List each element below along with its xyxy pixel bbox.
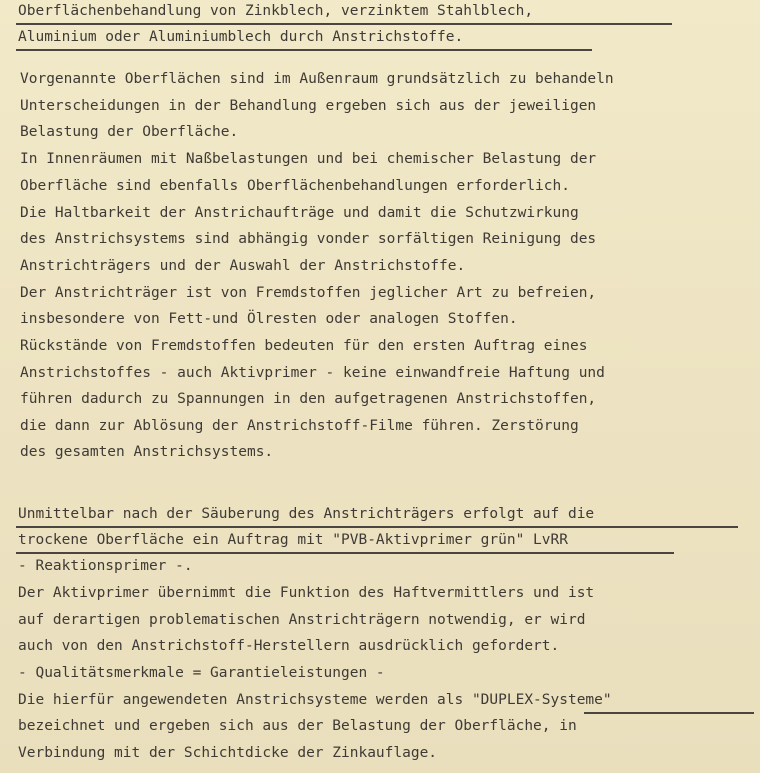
title-underline-1 <box>16 23 672 25</box>
paragraph1-line: Oberfläche sind ebenfalls Oberflächenbehandlungen erforderlich. <box>20 178 570 194</box>
paragraph2-line: bezeichnet und ergeben sich aus der Belastung der Oberfläche, in <box>18 718 577 734</box>
paragraph1-line: Belastung der Oberfläche. <box>20 124 239 140</box>
paragraph1-line: die dann zur Ablösung der Anstrichstoff-Filme führen. Zerstörung <box>20 418 579 434</box>
paragraph2-line: Unmittelbar nach der Säuberung des Anstrichträgers erfolgt auf die <box>18 506 595 522</box>
title-line-1: Oberflächenbehandlung von Zinkblech, verzinktem Stahlblech, <box>18 3 534 19</box>
paragraph2-underline-2 <box>16 552 674 554</box>
title-underline-2 <box>16 49 592 51</box>
paragraph2-line: - Qualitätsmerkmale = Garantieleistungen - <box>18 665 385 681</box>
paragraph1-line: insbesondere von Fett-und Ölresten oder analogen Stoffen. <box>20 311 518 327</box>
paragraph2-line: trockene Oberfläche ein Auftrag mit "PVB-Aktivprimer grün" LvRR <box>18 532 568 548</box>
paragraph2-underline-1 <box>16 526 738 528</box>
title-line-2: Aluminium oder Aluminiumblech durch Anstrichstoffe. <box>18 29 464 45</box>
paragraph2-line: Der Aktivprimer übernimmt die Funktion des Haftvermittlers und ist <box>18 585 595 601</box>
paragraph1-line: Rückstände von Fremdstoffen bedeuten für den ersten Auftrag eines <box>20 338 588 354</box>
paragraph2-line: Verbindung mit der Schichtdicke der Zinkauflage. <box>18 745 438 761</box>
paragraph1-line: führen dadurch zu Spannungen in den aufgetragenen Anstrichstoffen, <box>20 391 597 407</box>
paragraph1-line: des gesamten Anstrichsystems. <box>20 444 274 460</box>
paragraph1-line: des Anstrichsystems sind abhängig vonder sorfältigen Reinigung des <box>20 231 597 247</box>
duplex-underline <box>584 712 754 714</box>
paragraph1-line: Der Anstrichträger ist von Fremdstoffen jeglicher Art zu befreien, <box>20 285 597 301</box>
paragraph1-line: Unterscheidungen in der Behandlung ergeben sich aus der jeweiligen <box>20 98 597 114</box>
paragraph1-line: In Innenräumen mit Naßbelastungen und bei chemischer Belastung der <box>20 151 597 167</box>
paragraph2-line: auch von den Anstrichstoff-Herstellern ausdrücklich gefordert. <box>18 638 560 654</box>
paragraph2-line: - Reaktionsprimer -. <box>18 558 193 574</box>
paragraph2-line: Die hierfür angewendeten Anstrichsysteme werden als "DUPLEX-Systeme" <box>18 692 612 708</box>
paragraph1-line: Anstrichträgers und der Auswahl der Anstrichstoffe. <box>20 258 466 274</box>
paragraph1-line: Anstrichstoffes - auch Aktivprimer - keine einwandfreie Haftung und <box>20 365 605 381</box>
paragraph1-line: Vorgenannte Oberflächen sind im Außenraum grundsätzlich zu behandeln <box>20 71 614 87</box>
paragraph2-line: auf derartigen problematischen Anstrichträgern notwendig, er wird <box>18 612 586 628</box>
paragraph1-line: Die Haltbarkeit der Anstrichaufträge und damit die Schutzwirkung <box>20 205 579 221</box>
